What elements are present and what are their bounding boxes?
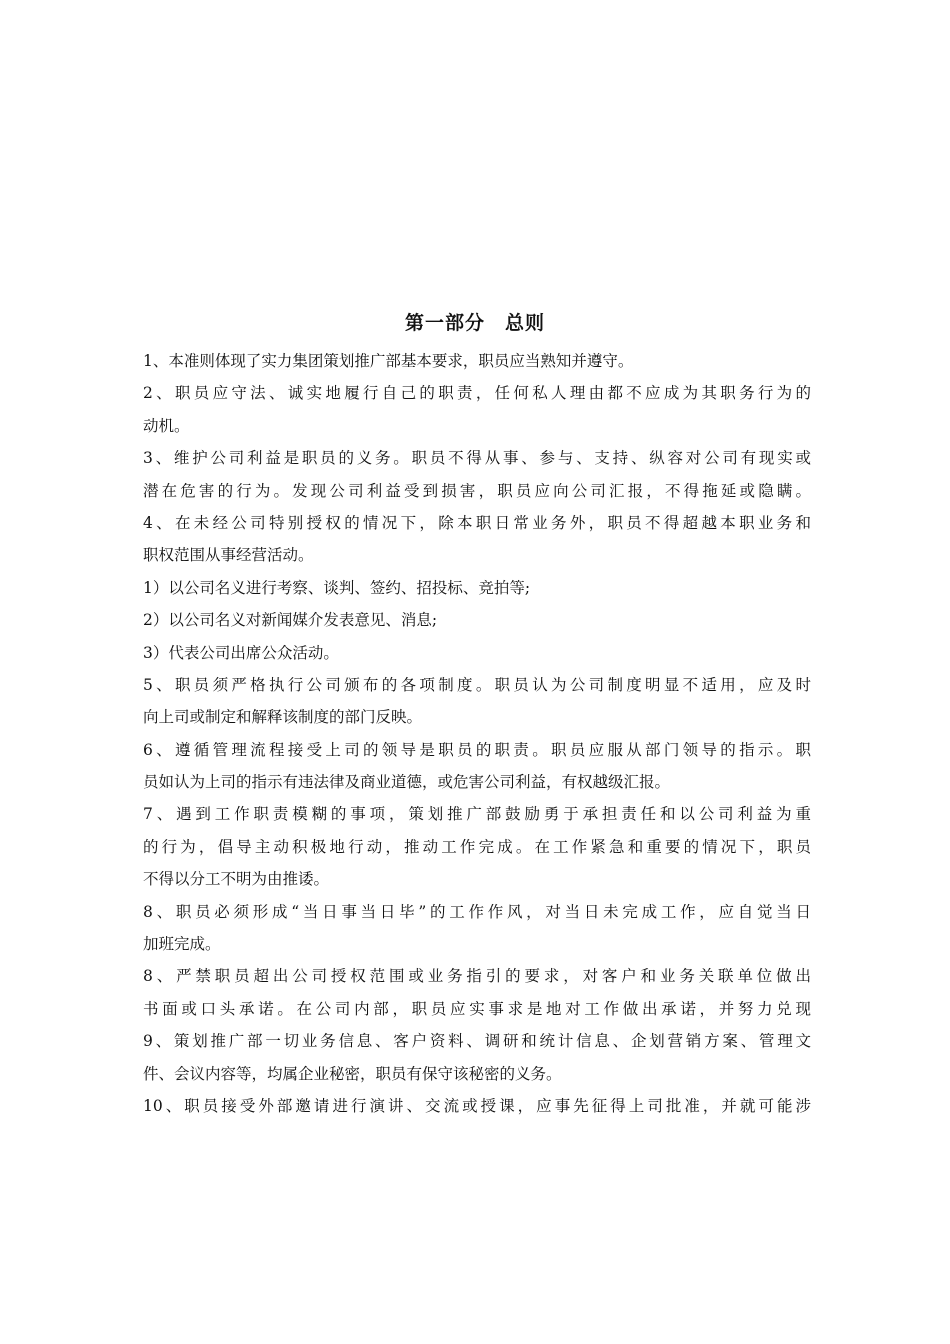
paragraph-line: 10、职员接受外部邀请进行演讲、交流或授课，应事先征得上司批准，并就可能涉 (143, 1096, 811, 1115)
body-text (143, 345, 811, 1122)
paragraph-line: 2、职员应守法、诚实地履行自己的职责，任何私人理由都不应成为其职务行为的 (143, 384, 811, 403)
paragraph-line: 9、策划推广部一切业务信息、客户资料、调研和统计信息、企划营销方案、管理文 (143, 1032, 811, 1051)
paragraph-line: 员如认为上司的指示有违法律及商业道德，或危害公司利益，有权越级汇报。 (143, 773, 671, 792)
paragraph-line: 向上司或制定和解释该制度的部门反映。 (143, 708, 423, 727)
list-item: 3）代表公司出席公众活动。 (143, 643, 339, 662)
paragraph-line: 职权范围从事经营活动。 (143, 546, 314, 565)
paragraph-line: 书面或口头承诺。在公司内部，职员应实事求是地对工作做出承诺，并努力兑现 (143, 999, 811, 1018)
paragraph-line: 3、维护公司利益是职员的义务。职员不得从事、参与、支持、纵容对公司有现实或 (143, 449, 811, 468)
paragraph-line: 潜在危害的行为。发现公司利益受到损害，职员应向公司汇报，不得拖延或隐瞒。 (143, 481, 811, 500)
paragraph-line: 8、职员必须形成“当日事当日毕”的工作作风，对当日未完成工作，应自觉当日 (143, 902, 811, 921)
paragraph-line: 5、职员须严格执行公司颁布的各项制度。职员认为公司制度明显不适用，应及时 (143, 675, 811, 694)
paragraph-line: 8、严禁职员超出公司授权范围或业务指引的要求，对客户和业务关联单位做出 (143, 967, 811, 986)
paragraph-line: 6、遵循管理流程接受上司的领导是职员的职责。职员应服从部门领导的指示。职 (143, 740, 811, 759)
list-item: 1）以公司名义进行考察、谈判、签约、招投标、竞拍等; (143, 578, 531, 597)
list-item: 2）以公司名义对新闻媒介发表意见、消息; (143, 611, 438, 630)
paragraph-line: 件、会议内容等，均属企业秘密，职员有保守该秘密的义务。 (143, 1064, 562, 1083)
section-title: 第一部分 总则 (404, 312, 545, 334)
paragraph-line: 4、在未经公司特别授权的情况下，除本职日常业务外，职员不得超越本职业务和 (143, 513, 811, 532)
paragraph-line: 7、遇到工作职责模糊的事项，策划推广部鼓励勇于承担责任和以公司利益为重 (143, 805, 811, 824)
paragraph-line: 的行为，倡导主动积极地行动，推动工作完成。在工作紧急和重要的情况下，职员 (143, 837, 811, 856)
paragraph-line: 动机。 (143, 416, 190, 435)
paragraph-line: 1、本准则体现了实力集团策划推广部基本要求，职员应当熟知并遵守。 (143, 352, 634, 370)
paragraph-line: 加班完成。 (143, 935, 221, 954)
paragraph-line: 不得以分工不明为由推诿。 (143, 870, 330, 889)
